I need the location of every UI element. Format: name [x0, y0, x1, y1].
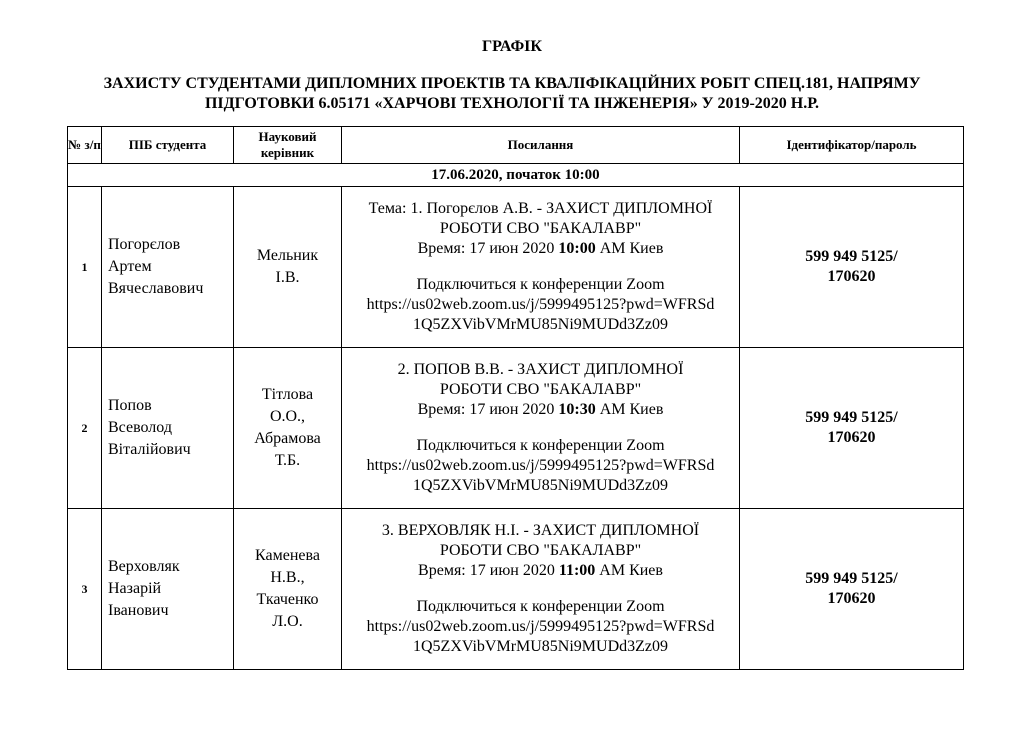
- header-supervisor: Науковий керівник: [234, 127, 342, 164]
- topic-line-1: 3. ВЕРХОВЛЯК Н.І. - ЗАХИСТ ДИПЛОМНОЇ: [381, 522, 700, 539]
- meeting-time: [342, 561, 739, 581]
- document-subtitle: [40, 74, 984, 114]
- zoom-link-part-1[interactable]: https://us02web.zoom.us/j/5999495125?pwd=WFRSd: [366, 296, 715, 313]
- zoom-link-part-2[interactable]: 1Q5ZXVibVMrMU85Ni9MUDd3Zz09: [412, 316, 669, 333]
- time-value: 10:30: [558, 401, 596, 418]
- student-name: [102, 509, 234, 670]
- supervisor-line: Каменева: [255, 547, 320, 564]
- header-link: Посилання: [342, 127, 740, 164]
- time-value: 11:00: [558, 562, 596, 579]
- topic-line-1: 2. ПОПОВ В.В. - ЗАХИСТ ДИПЛОМНОЇ: [397, 361, 684, 378]
- identifier-password: [740, 348, 964, 509]
- topic-line-2: РОБОТИ СВО "БАКАЛАВР": [439, 381, 642, 398]
- time-suffix: AM Киев: [595, 240, 664, 257]
- supervisor-line: І.В.: [275, 269, 300, 286]
- student-name-line: Погорєлов: [108, 236, 181, 253]
- topic-line-2: РОБОТИ СВО "БАКАЛАВР": [439, 220, 642, 237]
- supervisor-line: Тітлова: [261, 386, 314, 403]
- row-number: 3: [68, 509, 102, 670]
- student-name-line: Верховляк: [108, 558, 180, 575]
- zoom-connect-text: Подключиться к конференции Zoom: [416, 437, 665, 454]
- table-row: [68, 187, 964, 348]
- document-title: ГРАФІК: [481, 38, 543, 55]
- student-name-line: Віталійович: [108, 441, 191, 458]
- time-prefix: Время: 17 июн 2020: [418, 562, 559, 579]
- schedule-table: [67, 126, 964, 670]
- meeting-password: 170620: [827, 590, 876, 607]
- table-row: [68, 509, 964, 670]
- table-row: [68, 348, 964, 509]
- zoom-link-part-1[interactable]: https://us02web.zoom.us/j/5999495125?pwd=WFRSd: [366, 618, 715, 635]
- student-name-line: Всеволод: [108, 419, 172, 436]
- header-ident: Ідентифікатор/пароль: [740, 127, 964, 164]
- time-prefix: Время: 17 июн 2020: [417, 240, 559, 257]
- supervisor: [234, 187, 342, 348]
- row-number: 2: [68, 348, 102, 509]
- meeting-password: 170620: [827, 268, 876, 285]
- conference-info: [342, 187, 740, 348]
- meeting-id: 599 949 5125/: [805, 570, 898, 587]
- student-name: [102, 348, 234, 509]
- zoom-connect-text: Подключиться к конференции Zoom: [416, 598, 665, 615]
- supervisor-line: Н.В.,: [270, 569, 305, 586]
- meeting-id: 599 949 5125/: [805, 248, 898, 265]
- supervisor-line: Л.О.: [272, 613, 303, 630]
- student-name: [102, 187, 234, 348]
- time-prefix: Время: 17 июн 2020: [417, 401, 559, 418]
- supervisor-line: О.О.,: [269, 408, 306, 425]
- zoom-link-part-2[interactable]: 1Q5ZXVibVMrMU85Ni9MUDd3Zz09: [412, 477, 669, 494]
- student-name-line: Іванович: [108, 602, 169, 619]
- table-header-row: [68, 127, 964, 164]
- header-student: ПІБ студента: [102, 127, 234, 164]
- meeting-time: [342, 239, 739, 259]
- topic-line-1: Тема: 1. Погорєлов А.В. - ЗАХИСТ ДИПЛОМНОЇ: [368, 200, 713, 217]
- time-suffix: AM Киев: [595, 562, 663, 579]
- meeting-password: 170620: [827, 429, 876, 446]
- row-number: 1: [68, 187, 102, 348]
- supervisor-line: Абрамова: [254, 430, 321, 447]
- identifier-password: [740, 187, 964, 348]
- topic-line-2: РОБОТИ СВО "БАКАЛАВР": [439, 542, 642, 559]
- conference-info: [342, 348, 740, 509]
- supervisor-line: Ткаченко: [256, 591, 319, 608]
- zoom-connect-text: Подключиться к конференции Zoom: [416, 276, 665, 293]
- subtitle-line-1: ЗАХИСТУ СТУДЕНТАМИ ДИПЛОМНИХ ПРОЕКТІВ ТА КВАЛІФІКАЦІЙНИХ РОБІТ СПЕЦ.181, НАПРЯМУ: [103, 75, 921, 92]
- supervisor: [234, 348, 342, 509]
- student-name-line: Попов: [108, 397, 152, 414]
- subtitle-line-2: ПІДГОТОВКИ 6.05171 «ХАРЧОВІ ТЕХНОЛОГІЇ ТА ІНЖЕНЕРІЯ» У 2019-2020 Н.Р.: [204, 95, 820, 112]
- time-value: 10:00: [558, 240, 596, 257]
- meeting-id: 599 949 5125/: [805, 409, 898, 426]
- student-name-line: Артем: [108, 258, 152, 275]
- conference-info: [342, 509, 740, 670]
- zoom-link-part-1[interactable]: https://us02web.zoom.us/j/5999495125?pwd=WFRSd: [366, 457, 715, 474]
- time-suffix: AM Киев: [595, 401, 664, 418]
- meeting-time: [342, 400, 739, 420]
- supervisor: [234, 509, 342, 670]
- student-name-line: Назарій: [108, 580, 162, 597]
- date-cell: 17.06.2020, початок 10:00: [68, 164, 964, 187]
- supervisor-line: Т.Б.: [274, 452, 301, 469]
- supervisor-line: Мельник: [256, 247, 319, 264]
- header-num: № з/п: [68, 127, 102, 164]
- student-name-line: Вячеславович: [108, 280, 204, 297]
- zoom-link-part-2[interactable]: 1Q5ZXVibVMrMU85Ni9MUDd3Zz09: [412, 638, 669, 655]
- date-row: [68, 164, 964, 187]
- identifier-password: [740, 509, 964, 670]
